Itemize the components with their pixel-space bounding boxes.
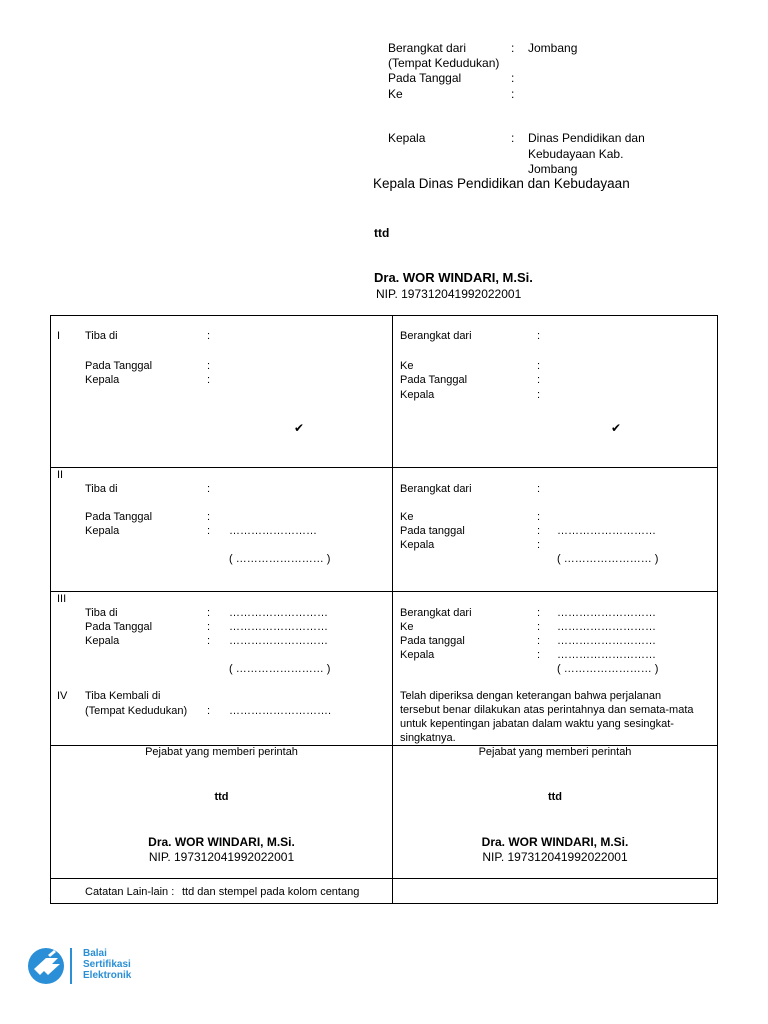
pada-tanggal-label: Pada tanggal bbox=[400, 525, 465, 537]
kepala-dots: ……………………… bbox=[229, 635, 328, 647]
colon: : bbox=[537, 635, 541, 647]
bsre-logo-icon bbox=[26, 945, 74, 987]
colon: : bbox=[207, 483, 211, 495]
pejabat-label-left: Pejabat yang memberi perintah bbox=[145, 746, 298, 758]
signer-name-right: Dra. WOR WINDARI, M.Si. bbox=[481, 835, 629, 849]
colon: : bbox=[511, 87, 515, 101]
logo-line-3: Elektronik bbox=[83, 970, 132, 981]
kepala-value: Dinas Pendidikan dan Kebudayaan Kab. Jombang bbox=[528, 131, 645, 176]
pada-tanggal-dots: ……………………… bbox=[229, 621, 328, 633]
pada-tanggal-label: Pada Tanggal bbox=[400, 374, 468, 386]
colon: : bbox=[207, 525, 211, 537]
ke-label: Ke bbox=[400, 511, 414, 523]
kepala-label: Kepala bbox=[400, 539, 435, 551]
pada-tanggal-label: Pada tanggal bbox=[400, 635, 465, 647]
colon: : bbox=[207, 330, 211, 342]
colon: : bbox=[207, 621, 211, 633]
ke-label: Ke bbox=[388, 87, 403, 101]
check-icon: ✔ bbox=[294, 421, 305, 435]
logo-line-1: Balai bbox=[83, 948, 107, 959]
row-number: III bbox=[57, 593, 67, 605]
colon: : bbox=[537, 607, 541, 619]
row-number: IV bbox=[57, 690, 68, 702]
kepala-label: Kepala bbox=[400, 389, 435, 401]
kepala-label: Kepala bbox=[400, 649, 435, 661]
pada-tanggal-label: Pada Tanggal bbox=[388, 71, 462, 85]
signature-placeholder: ( …………………… ) bbox=[229, 663, 331, 675]
check-icon: ✔ bbox=[611, 421, 622, 435]
berangkat-dari-label: Berangkat dari bbox=[400, 330, 472, 342]
tiba-di-label: Tiba di bbox=[85, 607, 118, 619]
colon: : bbox=[511, 41, 515, 55]
row-divider bbox=[50, 467, 718, 468]
pada-tanggal-dots: ……………………… bbox=[557, 525, 656, 537]
colon: : bbox=[537, 539, 541, 551]
kepala-dots: …………………… bbox=[229, 525, 317, 537]
notes-label: Catatan Lain-lain : bbox=[85, 886, 175, 898]
signature-placeholder: ( …………………… ) bbox=[229, 553, 331, 565]
kepala-dots: ……………………… bbox=[557, 649, 656, 661]
berangkat-dari-value: Jombang bbox=[528, 41, 578, 55]
colon: : bbox=[537, 511, 541, 523]
signer-nip-right: NIP. 197312041992022001 bbox=[482, 850, 628, 864]
row-divider bbox=[50, 878, 718, 879]
colon: : bbox=[537, 649, 541, 661]
colon: : bbox=[207, 511, 211, 523]
signature-placeholder: ( …………………… ) bbox=[557, 663, 659, 675]
signer-name-left: Dra. WOR WINDARI, M.Si. bbox=[148, 835, 295, 849]
tiba-kembali-label: Tiba Kembali di bbox=[85, 690, 161, 702]
ke-label: Ke bbox=[400, 621, 414, 633]
colon: : bbox=[537, 483, 541, 495]
colon: : bbox=[537, 330, 541, 342]
berangkat-dari-label: Berangkat dari bbox=[400, 607, 472, 619]
tiba-di-dots: ……………………… bbox=[229, 607, 328, 619]
colon: : bbox=[537, 389, 541, 401]
ke-label: Ke bbox=[400, 360, 414, 372]
table-divider bbox=[392, 315, 393, 904]
tiba-di-label: Tiba di bbox=[85, 483, 118, 495]
logo-line-2: Sertifikasi bbox=[83, 959, 131, 970]
colon: : bbox=[537, 525, 541, 537]
ke-dots: ……………………… bbox=[557, 621, 656, 633]
row-number: I bbox=[57, 330, 61, 342]
bsre-logo bbox=[26, 945, 156, 987]
row-divider bbox=[50, 591, 718, 592]
colon: : bbox=[511, 131, 515, 145]
pada-tanggal-label: Pada Tanggal bbox=[85, 511, 153, 523]
signature-placeholder: ( …………………… ) bbox=[557, 553, 659, 565]
signer-nip: NIP. 197312041992022001 bbox=[376, 287, 522, 301]
berangkat-dari-label: Berangkat dari bbox=[388, 41, 467, 55]
colon: : bbox=[207, 705, 211, 717]
colon: : bbox=[207, 607, 211, 619]
kepala-label: Kepala bbox=[388, 131, 426, 145]
ttd-left: ttd bbox=[214, 791, 229, 803]
colon: : bbox=[537, 360, 541, 372]
berangkat-dari-dots: ……………………… bbox=[557, 607, 656, 619]
colon: : bbox=[537, 621, 541, 633]
colon: : bbox=[207, 360, 211, 372]
ttd-header: ttd bbox=[374, 226, 390, 240]
official-title: Kepala Dinas Pendidikan dan Kebudayaan bbox=[373, 176, 630, 191]
kepala-label: Kepala bbox=[85, 525, 120, 537]
signer-nip-left: NIP. 197312041992022001 bbox=[148, 850, 295, 864]
tempat-kedudukan-label: (Tempat Kedudukan) bbox=[85, 705, 188, 717]
verification-statement: Telah diperiksa dengan keterangan bahwa perjalanan tersebut benar dilakukan atas perintahnya dan semata-mata untuk kepentingan jabatan dalam waktu yang sesingkat-singkatnya. bbox=[400, 690, 694, 744]
colon: : bbox=[207, 635, 211, 647]
colon: : bbox=[537, 374, 541, 386]
pada-tanggal-dots: ……………………… bbox=[557, 635, 656, 647]
pada-tanggal-label: Pada Tanggal bbox=[85, 360, 153, 372]
colon: : bbox=[511, 71, 515, 85]
tempat-kedudukan-label: (Tempat Kedudukan) bbox=[388, 56, 500, 70]
tiba-kembali-dots: ………………………. bbox=[229, 705, 332, 717]
kepala-label: Kepala bbox=[85, 635, 120, 647]
berangkat-dari-label: Berangkat dari bbox=[400, 483, 472, 495]
kepala-label: Kepala bbox=[85, 374, 120, 386]
signer-name: Dra. WOR WINDARI, M.Si. bbox=[374, 270, 533, 285]
row-number: II bbox=[57, 469, 64, 481]
notes-value: ttd dan stempel pada kolom centang bbox=[182, 886, 360, 898]
tiba-di-label: Tiba di bbox=[85, 330, 118, 342]
colon: : bbox=[207, 374, 211, 386]
pada-tanggal-label: Pada Tanggal bbox=[85, 621, 153, 633]
ttd-right: ttd bbox=[547, 791, 563, 803]
pejabat-label-right: Pejabat yang memberi perintah bbox=[478, 746, 632, 758]
